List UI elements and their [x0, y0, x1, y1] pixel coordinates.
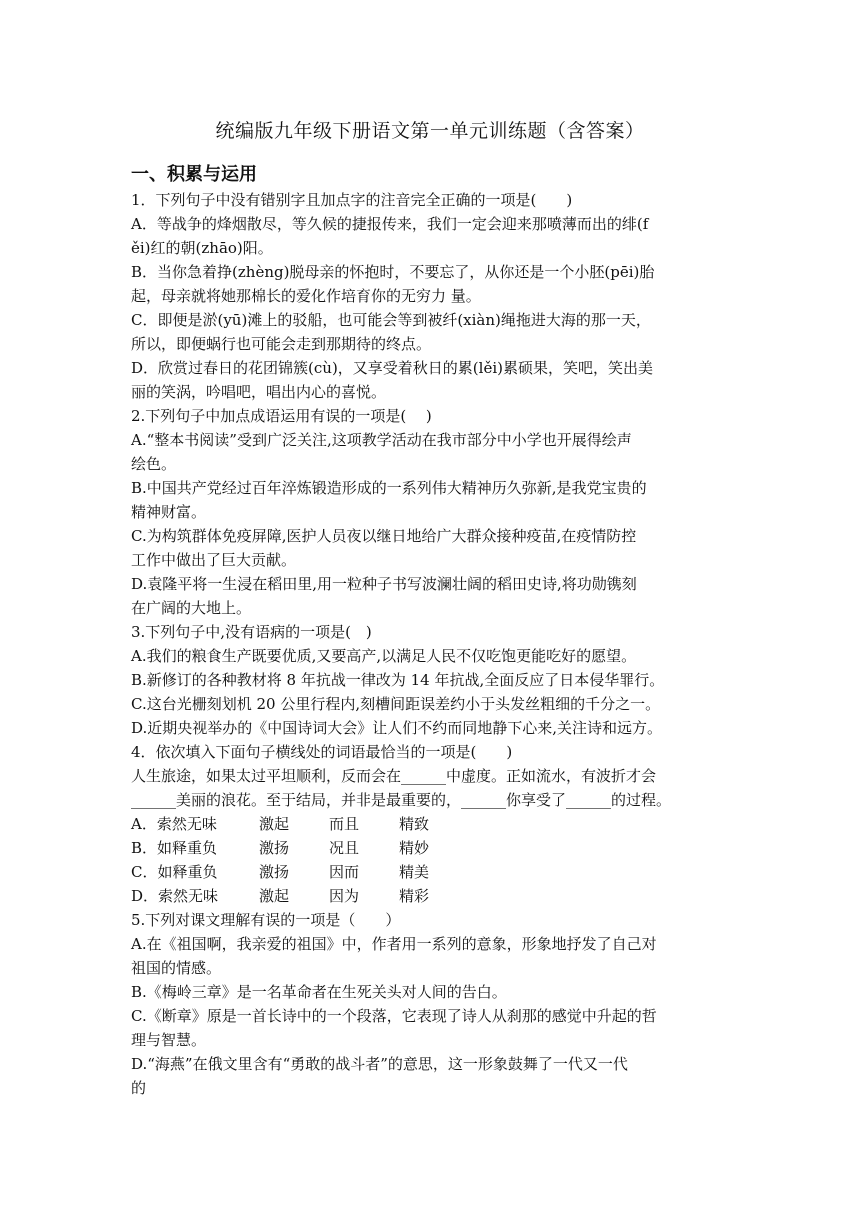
question-line: C.这台光栅刻划机 20 公里行程内,刻槽间距误差约小于头发丝粗细的千分之一。: [131, 695, 661, 713]
question-line: ______美丽的浪花。至于结局，并非是最重要的，______你享受了______的过程。: [131, 791, 672, 809]
option-term: C．如释重负: [131, 863, 218, 881]
option-term: 精彩: [399, 887, 430, 905]
question-line: C．即便是淤(yū)滩上的驳船，也可能会等到被纤(xiàn)绳拖进大海的那一天，: [131, 311, 651, 329]
question-line: B.中国共产党经过百年淬炼锻造形成的一系列伟大精神历久弥新,是我党宝贵的: [131, 479, 647, 497]
section-heading: 一、积累与运用: [131, 164, 257, 185]
option-term: B．如释重负: [131, 839, 218, 857]
option-term: 精致: [399, 815, 430, 833]
question-line: 人生旅途，如果太过平坦顺利，反而会在______中虚度。正如流水，有波折才会: [131, 767, 657, 785]
question-line: 起，母亲就将她那棉长的爱化作培育你的无穷力 量。: [131, 287, 481, 305]
question-line: 所以，即便蜗行也可能会走到那期待的终点。: [131, 335, 432, 353]
question-line: ěi)红的朝(zhāo)阳。: [131, 239, 273, 257]
option-term: 况且: [329, 839, 360, 857]
question-line: D.近期央视举办的《中国诗词大会》让人们不约而同地静下心来,关注诗和远方。: [131, 719, 663, 737]
question-line: 1．下列句子中没有错别字且加点字的注音完全正确的一项是( ): [131, 191, 573, 209]
question-line: D．欣赏过春日的花团锦簇(cù)，又享受着秋日的累(lěi)累硕果，笑吧，笑出美: [131, 359, 653, 377]
question-line: A.“整本书阅读”受到广泛关注,这项教学活动在我市部分中小学也开展得绘声: [131, 431, 632, 449]
document-body: [131, 188, 733, 1100]
question-line: 2.下列句子中加点成语运用有误的一项是( ): [131, 407, 432, 425]
option-term: A．索然无味: [131, 815, 217, 833]
question-line: 3.下列句子中,没有语病的一项是( ): [131, 623, 372, 641]
option-term: 精美: [399, 863, 430, 881]
question-line: B.新修订的各种教材将 8 年抗战一律改为 14 年抗战,全面反应了日本侵华罪行。: [131, 671, 665, 689]
question-line: 的: [131, 1079, 147, 1097]
option-term: 激扬: [259, 863, 290, 881]
question-line: C.为构筑群体免疫屏障,医护人员夜以继日地给广大群众接种疫苗,在疫情防控: [131, 527, 637, 545]
option-term: 精妙: [399, 839, 430, 857]
question-line: 精神财富。: [131, 503, 207, 521]
question-line: 丽的笑涡，吟唱吧，唱出内心的喜悦。: [131, 383, 387, 401]
option-term: 激扬: [259, 839, 290, 857]
question-line: 4．依次填入下面句子横线处的词语最恰当的一项是( ): [131, 743, 513, 761]
question-line: C.《断章》原是一首长诗中的一个段落，它表现了诗人从刹那的感觉中升起的哲: [131, 1007, 657, 1025]
option-term: 因为: [329, 887, 360, 905]
option-term: 而且: [329, 815, 360, 833]
question-line: 工作中做出了巨大贡献。: [131, 551, 297, 569]
option-row: [131, 812, 733, 836]
question-line: A．等战争的烽烟散尽，等久候的捷报传来，我们一定会迎来那喷薄而出的绯(f: [131, 215, 649, 233]
option-row: [131, 836, 733, 860]
question-line: B.《梅岭三章》是一名革命者在生死关头对人间的告白。: [131, 983, 507, 1001]
option-term: D．索然无味: [131, 887, 219, 905]
option-row: [131, 884, 733, 908]
question-line: 祖国的情感。: [131, 959, 222, 977]
option-term: 激起: [259, 887, 290, 905]
question-line: A.我们的粮食生产既要优质,又要高产,以满足人民不仅吃饱更能吃好的愿望。: [131, 647, 637, 665]
question-line: 在广阔的大地上。: [131, 599, 252, 617]
question-line: 理与智慧。: [131, 1031, 207, 1049]
document-title: 统编版九年级下册语文第一单元训练题（含答案）: [215, 120, 645, 142]
option-term: 激起: [259, 815, 290, 833]
question-line: D.袁隆平将一生浸在稻田里,用一粒种子书写波澜壮阔的稻田史诗,将功勋镌刻: [131, 575, 637, 593]
option-term: 因而: [329, 863, 360, 881]
question-line: B．当你急着挣(zhèng)脱母亲的怀抱时，不要忘了，从你还是一个小胚(pēi)胎: [131, 263, 655, 281]
question-line: 绘色。: [131, 455, 177, 473]
question-line: A.在《祖国啊，我亲爱的祖国》中，作者用一系列的意象，形象地抒发了自己对: [131, 935, 657, 953]
option-row: [131, 860, 733, 884]
question-line: D.“海燕”在俄文里含有“勇敢的战斗者”的意思，这一形象鼓舞了一代又一代: [131, 1055, 628, 1073]
question-line: 5.下列对课文理解有误的一项是（ ）: [131, 911, 401, 929]
